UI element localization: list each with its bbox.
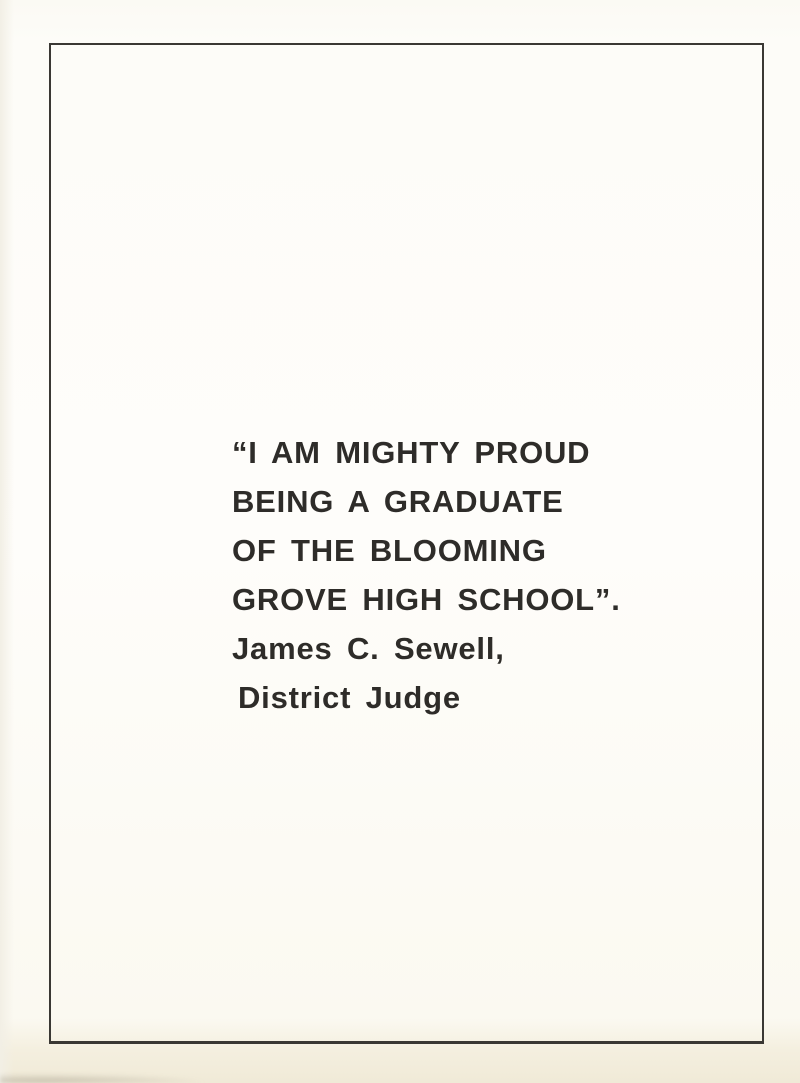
quote-line-2: BEING A GRADUATE [232, 484, 564, 519]
attribution-title: District Judge [238, 680, 461, 715]
quote-line-4: GROVE HIGH SCHOOL”. [232, 582, 621, 617]
scan-smudge [0, 1073, 210, 1083]
quote-line-1: “I AM MIGHTY PROUD [232, 435, 591, 470]
quote-line-3: OF THE BLOOMING [232, 533, 547, 568]
quote-block [232, 428, 652, 722]
scan-edge-shading [0, 0, 14, 1083]
attribution-name: James C. Sewell, [232, 631, 505, 666]
